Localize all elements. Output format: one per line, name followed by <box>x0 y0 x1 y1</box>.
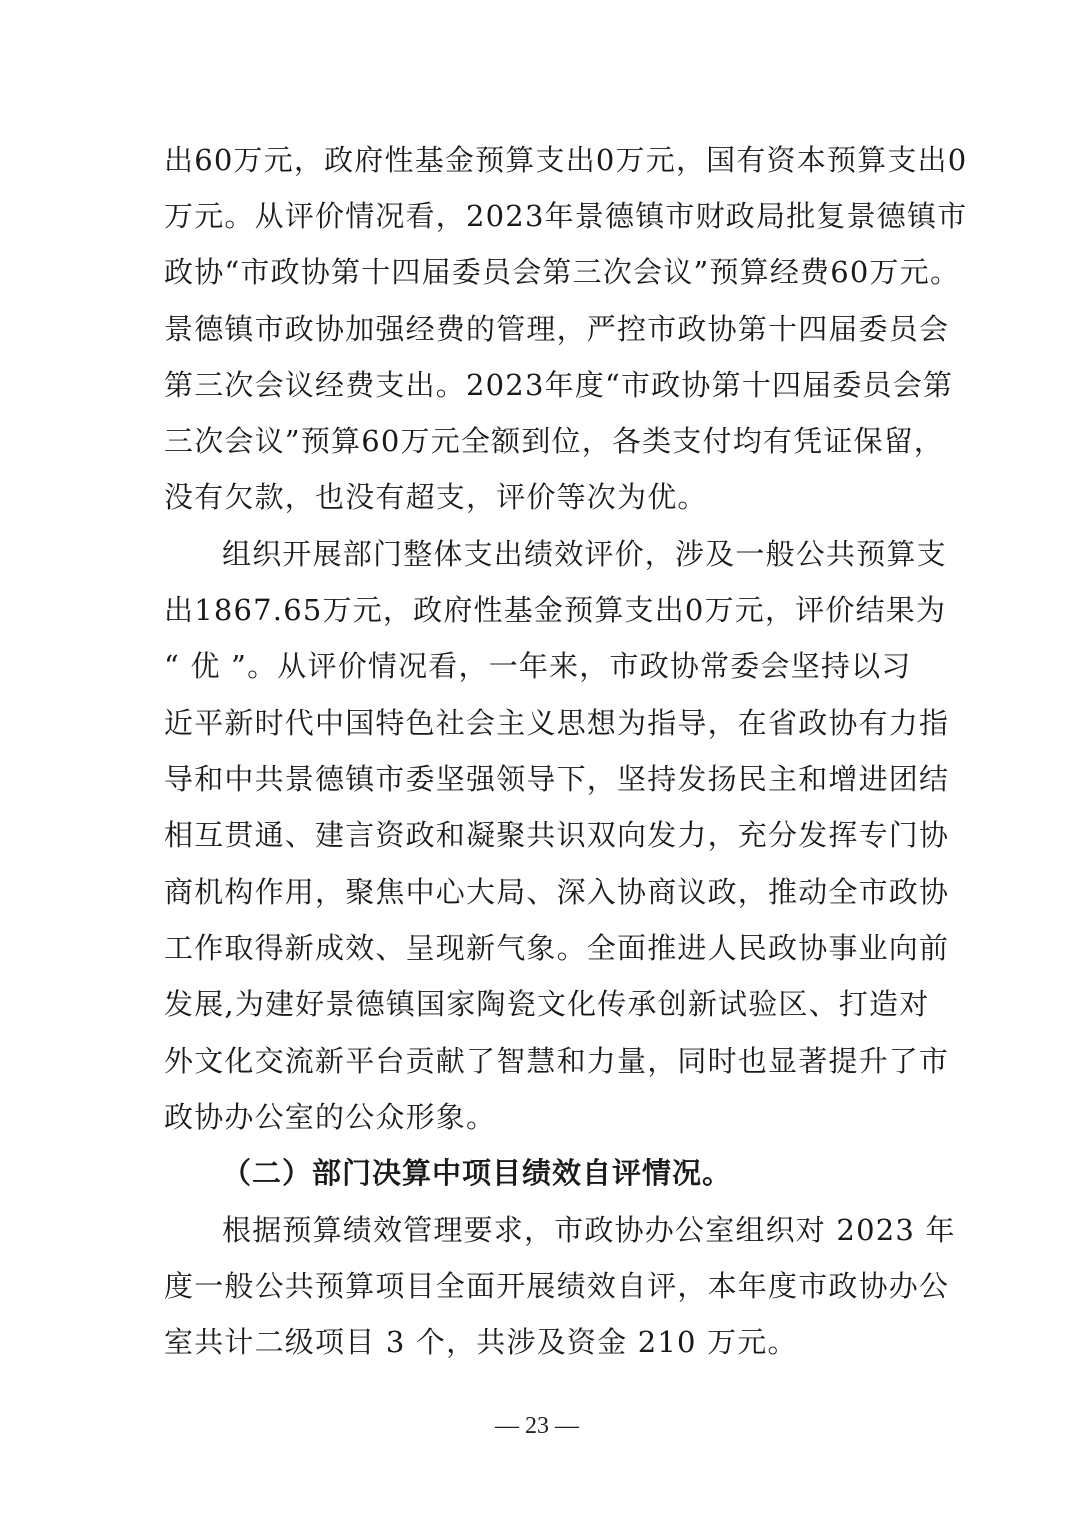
text-line-8: 组织开展部门整体支出绩效评价，涉及一般公共预算支 <box>222 537 947 571</box>
text-line-1: 出60万元，政府性基金预算支出0万元，国有资本预算支出0 <box>164 143 968 177</box>
text-line-9: 出1867.65万元，政府性基金预算支出0万元，评价结果为 <box>164 593 947 627</box>
text-line-21: 室共计二级项目 3 个，共涉及资金 210 万元。 <box>164 1325 798 1359</box>
text-line-10: “ 优 ”。从评价情况看，一年来，市政协常委会坚持以习 <box>164 649 912 683</box>
text-line-19: 根据预算绩效管理要求，市政协办公室组织对 2023 年 <box>222 1213 956 1247</box>
text-line-5: 第三次会议经费支出。2023年度“市政协第十四届委员会第 <box>164 368 954 402</box>
text-line-4: 景德镇市政协加强经费的管理，严控市政协第十四届委员会 <box>164 312 950 346</box>
text-line-20: 度一般公共预算项目全面开展绩效自评，本年度市政协办公 <box>164 1269 950 1303</box>
text-line-15: 工作取得新成效、呈现新气象。全面推进人民政协事业向前 <box>164 931 950 965</box>
text-line-18: 政协办公室的公众形象。 <box>164 1100 497 1134</box>
text-line-16: 发展,为建好景德镇国家陶瓷文化传承创新试验区、打造对 <box>164 987 930 1021</box>
text-line-14: 商机构作用，聚焦中心大局、深入协商议政，推动全市政协 <box>164 875 950 909</box>
text-line-13: 相互贯通、建言资政和凝聚共识双向发力，充分发挥专门协 <box>164 818 950 852</box>
section-heading: （二）部门决算中项目绩效自评情况。 <box>222 1156 733 1190</box>
text-line-17: 外文化交流新平台贡献了智慧和力量，同时也显著提升了市 <box>164 1044 950 1078</box>
page-number: — 23 — <box>495 1413 579 1439</box>
text-line-3: 政协“市政协第十四届委员会第三次会议”预算经费60万元。 <box>164 255 961 289</box>
text-line-2: 万元。从评价情况看，2023年景德镇市财政局批复景德镇市 <box>164 199 968 233</box>
text-line-7: 没有欠款，也没有超支，评价等次为优。 <box>164 480 708 514</box>
text-line-6: 三次会议”预算60万元全额到位，各类支付均有凭证保留， <box>164 424 945 458</box>
text-line-12: 导和中共景德镇市委坚强领导下，坚持发扬民主和增进团结 <box>164 762 950 796</box>
text-line-11: 近平新时代中国特色社会主义思想为指导，在省政协有力指 <box>164 706 950 740</box>
